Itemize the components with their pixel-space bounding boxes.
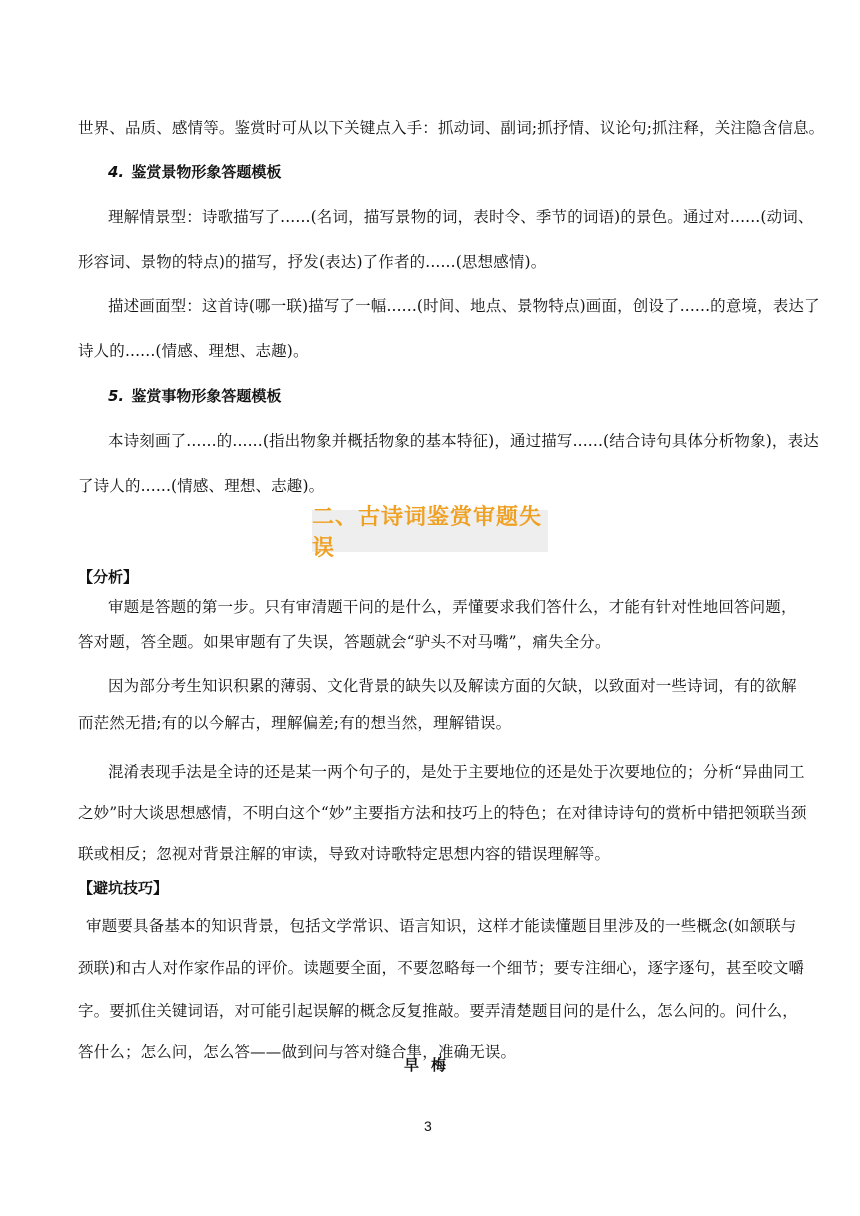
- text-line: 审题是答题的第一步。只有审清题干问的是什么，弄懂要求我们答什么，才能有针对性地回答问题，: [108, 598, 797, 616]
- text-line: 而茫然无措;有的以今解古，理解偏差;有的想当然，理解错误。: [78, 714, 512, 732]
- text-line: 形容词、景物的特点)的描写，抒发(表达)了作者的......(思想感情)。: [78, 253, 547, 271]
- heading-text: 鉴赏景物形象答题模板: [131, 163, 282, 181]
- analysis-heading: 【分析】: [78, 568, 139, 586]
- text-line: 描述画面型：这首诗(哪一联)描写了一幅......(时间、地点、景物特点)画面，创设了......的意境，表达了: [108, 297, 820, 315]
- text-line: 答对题，答全题。如果审题有了失误，答题就会“驴头不对马嘴”，痛失全分。: [78, 633, 611, 651]
- banner-title: 二、古诗词鉴赏审题失误: [312, 505, 543, 561]
- text-line: 审题要具备基本的知识背景，包括文学常识、语言知识，这样才能读懂题目里涉及的一些概念(如颔联与: [86, 917, 797, 935]
- text-line: 答什么；怎么问，怎么答——做到问与答对缝合隼，准确无误。: [78, 1043, 517, 1061]
- heading-text: 鉴赏事物形象答题模板: [131, 387, 282, 405]
- text-line: 因为部分考生知识积累的薄弱、文化背景的缺失以及解读方面的欠缺，以致面对一些诗词，有的欲解: [108, 677, 797, 695]
- text-line: 字。要抓住关键词语，对可能引起误解的概念反复推敲。要弄清楚题目问的是什么，怎么问的。问什么，: [78, 1002, 798, 1020]
- text-line: 混淆表现手法是全诗的还是某一两个句子的，是处于主要地位的还是处于次要地位的；分析“异曲同工: [108, 763, 805, 781]
- poem-title: 早梅: [404, 1056, 459, 1074]
- section-heading-5: [108, 387, 281, 405]
- text-line: 联或相反；忽视对背景注解的审读，导致对诗歌特定思想内容的错误理解等。: [78, 845, 611, 863]
- heading-number: 5.: [108, 387, 125, 405]
- section-heading-4: [108, 163, 281, 181]
- section-banner: [312, 505, 548, 561]
- tips-heading: 【避坑技巧】: [78, 879, 169, 897]
- text-line: 诗人的......(情感、理想、志趣)。: [78, 342, 309, 360]
- page-number: 3: [424, 1118, 432, 1134]
- text-line: 理解情景型：诗歌描写了......(名词，描写景物的词，表时令、季节的词语)的景色。通过对......(动词、: [108, 208, 814, 226]
- text-line: 了诗人的......(情感、理想、志趣)。: [78, 477, 325, 495]
- text-line: 世界、品质、感情等。鉴赏时可从以下关键点入手：抓动词、副词;抓抒情、议论句;抓注释，关注隐含信息。: [78, 119, 825, 137]
- text-line: 颈联)和古人对作家作品的评价。读题要全面，不要忽略每一个细节；要专注细心，逐字逐句，甚至咬文嚼: [78, 959, 805, 977]
- text-line: 本诗刻画了......的......(指出物象并概括物象的基本特征)，通过描写......(结合诗句具体分析物象)，表达: [108, 432, 819, 450]
- text-line: 之妙”时大谈思想感情，不明白这个“妙”主要指方法和技巧上的特色；在对律诗诗句的赏析中错把领联当颈: [78, 804, 807, 822]
- heading-number: 4.: [108, 163, 125, 181]
